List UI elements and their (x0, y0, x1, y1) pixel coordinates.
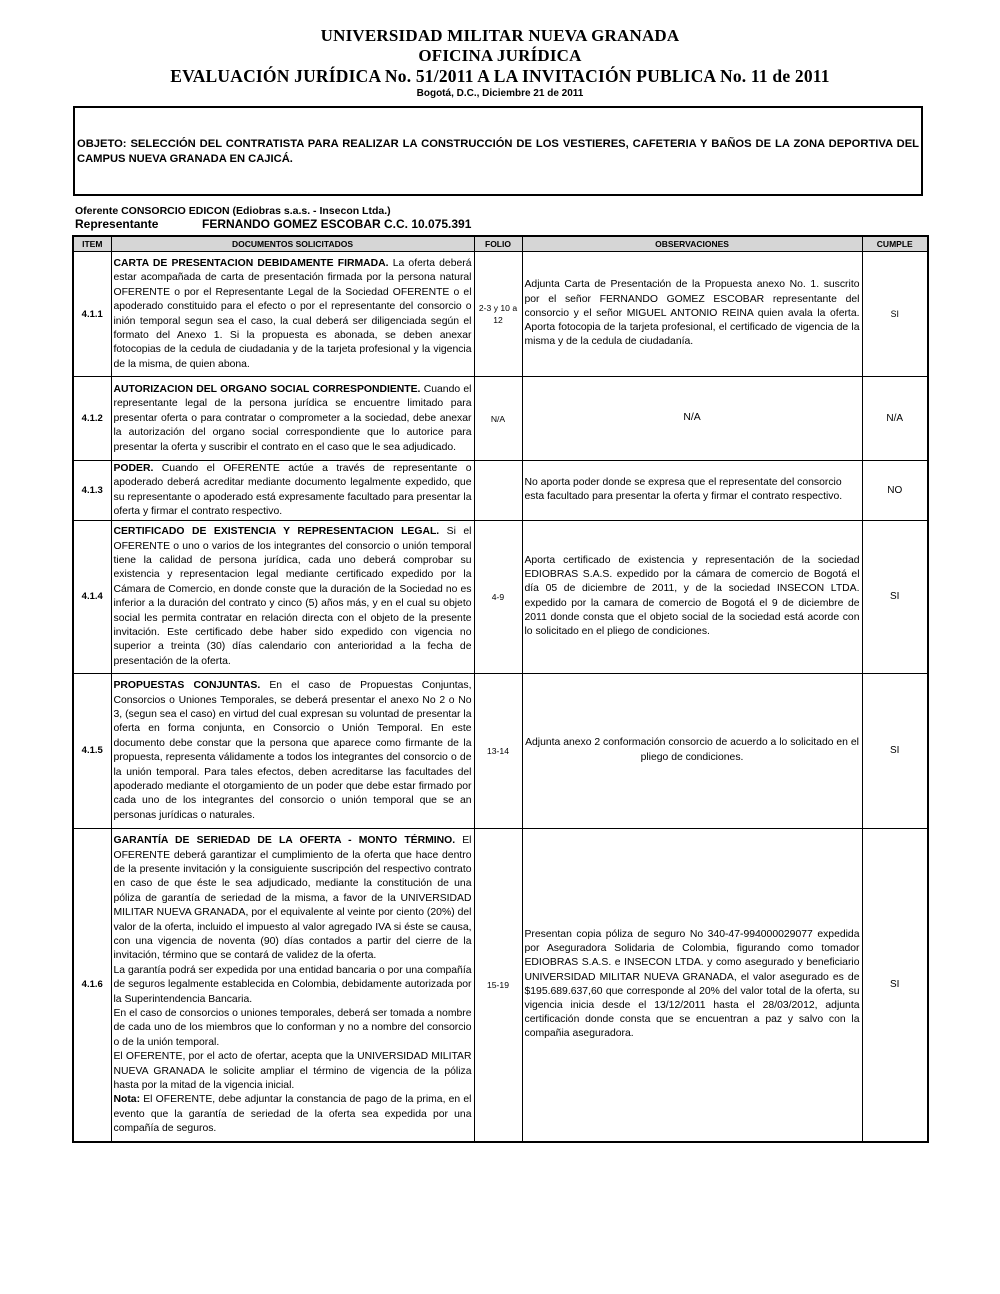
table-row (73, 520, 928, 673)
row-obs: Adjunta anexo 2 conformación consorcio de acuerdo a lo solicitado en el pliego de condiciones. (522, 673, 862, 828)
document-date: Bogotá, D.C., Diciembre 21 de 2011 (416, 88, 584, 99)
doc-title: AUTORIZACION DEL ORGANO SOCIAL CORRESPONDIENTE. (113, 383, 421, 395)
objeto-box (73, 106, 923, 196)
table-row (73, 377, 928, 461)
evaluation-title: EVALUACIÓN JURÍDICA No. 51/2011 A LA INVITACIÓN PUBLICA No. 11 de 2011 (170, 66, 830, 86)
doc-text: Cuando el representante legal de la persona jurídica se encuentre limitado para presentar oferta o para contratar o comprometer a la sociedad, debe anexar la autorización del organo social correspondiente que lo autorice para presentar la oferta y suscribir el contrato en el caso que le sea adjudicado. (113, 383, 472, 453)
row-cumple: N/A (862, 377, 928, 461)
representante-name: FERNANDO GOMEZ ESCOBAR C.C. 10.075.391 (202, 217, 472, 231)
header-item: ITEM (73, 236, 111, 252)
row-cumple: SI (862, 252, 928, 377)
evaluation-table (72, 235, 929, 1143)
header-docs: DOCUMENTOS SOLICITADOS (111, 236, 474, 252)
row-item: 4.1.3 (73, 461, 111, 521)
nota-text: El OFERENTE, debe adjuntar la constancia de pago de la prima, en el evento que la garantía de seriedad de la oferta sea expedida por una compañía de seguros. (113, 1094, 472, 1135)
doc-title: PODER. (113, 463, 154, 474)
oferente-line: Oferente CONSORCIO EDICON (Ediobras s.a.s. - Insecon Ltda.) (75, 205, 391, 217)
row-doc (111, 461, 474, 521)
row-doc (111, 828, 474, 1142)
doc-title: PROPUESTAS CONJUNTAS. (113, 680, 261, 692)
doc-title: CARTA DE PRESENTACION DEBIDAMENTE FIRMADA. (113, 257, 389, 269)
doc-title: CERTIFICADO DE EXISTENCIA Y REPRESENTACION LEGAL. (113, 526, 440, 538)
doc-text: El OFERENTE deberá garantizar el cumplimiento de la oferta que hace dentro de la presente invitación y la consiguiente suscripción del respectivo contrato en caso de que éste le sea adjudicado, mediante la constitución de una póliza de garantía de seriedad de la misma, a favor de la UNIVERSIDAD MILITAR NUEVA GRANADA, por el equivalente al veinte por ciento (20%) del valor de la oferta, incluido el impuesto al valor agregado IVA si éste se causa, con una vigencia de noventa (90) días contados a partir del cierre de la invitación, término que se contará de validez de la oferta. (113, 835, 472, 962)
table-row (73, 673, 928, 828)
row-item: 4.1.4 (73, 520, 111, 673)
row-cumple: SI (862, 828, 928, 1142)
row-doc (111, 520, 474, 673)
doc-title: GARANTÍA DE SERIEDAD DE LA OFERTA - MONTO TÉRMINO. (113, 835, 456, 847)
row-item: 4.1.2 (73, 377, 111, 461)
doc-text: Cuando el OFERENTE actúe a través de representante o apoderado deberá acreditar mediante documento legalmente expedido, que su representante o apoderado está expresamente facultado para presentar la oferta y firmar el contrato respectivo. (113, 463, 472, 518)
header-folio: FOLIO (474, 236, 522, 252)
row-folio: 2-3 y 10 a 12 (474, 252, 522, 377)
row-obs: No aporta poder donde se expresa que el representate del consorcio esta facultado para presentar la oferta y firmar el contrato respectivo. (522, 461, 862, 521)
table-header-row (73, 236, 928, 252)
row-doc (111, 252, 474, 377)
document-header (0, 26, 1000, 99)
row-folio (474, 461, 522, 521)
row-folio: 4-9 (474, 520, 522, 673)
row-obs: Presentan copia póliza de seguro No 340-47-994000029077 expedida por Aseguradora Solidaria de Colombia, figurando como tomador EDIOBRAS S.A.S. e INSECON LTDA. y como asegurado y beneficiario UNIVERSIDAD MILITAR NUEVA GRANADA, el valor asegurado es de $195.689.637,60 que corresponde al 20% del valor total de la oferta, su vigencia inicia desde el 13/12/2011 hasta el 28/03/2012, adjunta certificación donde consta que se encuentran a paz y salvo con la compañia aseguradora. (522, 828, 862, 1142)
doc-paragraph: En el caso de consorcios o uniones temporales, deberá ser tomada a nombre de cada uno de los miembros que lo conforman y no a nombre del consorcio o de la unión temporal. (113, 1007, 472, 1048)
row-doc (111, 377, 474, 461)
header-cumple: CUMPLE (862, 236, 928, 252)
row-item: 4.1.1 (73, 252, 111, 377)
row-cumple: SI (862, 673, 928, 828)
doc-paragraph: El OFERENTE, por el acto de ofertar, acepta que la UNIVERSIDAD MILITAR NUEVA GRANADA le solicite ampliar el término de vigencia de la póliza hasta por la mitad de la vigencia inicial. (113, 1051, 472, 1092)
header-obs: OBSERVACIONES (522, 236, 862, 252)
university-name: UNIVERSIDAD MILITAR NUEVA GRANADA (320, 26, 680, 45)
table-row (73, 252, 928, 377)
row-folio: 15-19 (474, 828, 522, 1142)
row-item: 4.1.6 (73, 828, 111, 1142)
row-doc (111, 673, 474, 828)
representante-label: Representante (75, 217, 159, 231)
objeto-text: OBJETO: SELECCIÓN DEL CONTRATISTA PARA REALIZAR LA CONSTRUCCIÓN DE LOS VESTIERES, CAFETERIA Y BAÑOS DE LA ZONA DEPORTIVA DEL CAMPUS NUEVA GRANADA EN CAJICÁ. (77, 138, 919, 165)
doc-text: La oferta deberá estar acompañada de carta de presentación firmada por la persona natural OFERENTE o por el Representante Legal de la Sociedad OFERENTE o el apoderado constituido para el efecto o por el representante del consorcio o inión temporal segun sea el caso, la cual deberá ser diligenciada según el formato del Anexo 1. Si la propuesta es abonada, se deben anexar fotocopias de la cedula de ciudadania y de la tarjeta profesional y la vigencia de la misma, de quien abona. (113, 257, 472, 370)
doc-text: En el caso de Propuestas Conjuntas, Consorcios o Uniones Temporales, se deberá presentar el anexo No 2 o No 3, (segun sea el caso) en virtud del cual expresan su voluntad de presentar la oferta en forma conjunta, en Consorcio o Unión Temporal. En este documento debe constar que la persona que aparece como firmante de la propuesta, representa válidamente a todos los integrantes del consorcio o de la unión temporal. Para tales efectos, deben acreditarse las facultades del apoderado mediante el otorgamiento de un poder que debe estar firmado por cada uno de los integrantes del consorcio o unión temporal que se an personas jurídicas o naturales. (113, 680, 472, 821)
doc-nota (114, 1093, 472, 1136)
nota-label: Nota: (113, 1094, 141, 1106)
row-obs: Aporta certificado de existencia y representación de la sociedad EDIOBRAS S.A.S. expedido por la cámara de comercio de Bogotá el día 05 de diciembre de 2011, y de la sociedad INSECON LTDA. expedido por la camara de comercio de Bogotá el 9 de diciembre de 2011 donde consta que el objeto social de la sociedad está acorde con lo solicitado en el pliego de condiciones. (522, 520, 862, 673)
row-folio: N/A (474, 377, 522, 461)
table-row (73, 461, 928, 521)
table-row (73, 828, 928, 1142)
representante-line (75, 217, 472, 231)
row-obs: Adjunta Carta de Presentación de la Propuesta anexo No. 1. suscrito por el señor FERNANDO GOMEZ ESCOBAR representante del consorcio y el señor MIGUEL ANTONIO REINA quien avala la oferta. Aporta fotocopia de la tarjeta profesional, el certificado de vigencia de la misma y de la cedula de ciudadanía. (522, 252, 862, 377)
row-obs: N/A (522, 377, 862, 461)
office-name: OFICINA JURÍDICA (418, 46, 582, 65)
row-cumple: NO (862, 461, 928, 521)
row-item: 4.1.5 (73, 673, 111, 828)
row-folio: 13-14 (474, 673, 522, 828)
doc-paragraph: La garantía podrá ser expedida por una entidad bancaria o por una compañía de seguros legalmente establecida en Colombia, debidamente autorizada por la Superintendencia Bancaria. (113, 964, 472, 1005)
doc-text: Si el OFERENTE o uno o varios de los integrantes del consorcio o unión temporal tiene la calidad de persona jurídica, cada uno deberá comprobar su existencia y representacion legal mediante certificado expedido por la Cámara de Comercio, en donde conste que la duración de la Sociedad no es inferior a la duración del contrato y cinco (5) años más, y en el cual su objeto social les permita contratar en relación directa con el objeto de la presente invitación. Este certificado debe haber sido expedido con vigencia no superior a treinta (30) días calendario con anterioridad a la fecha de presentación de la oferta. (113, 526, 472, 667)
row-cumple: SI (862, 520, 928, 673)
